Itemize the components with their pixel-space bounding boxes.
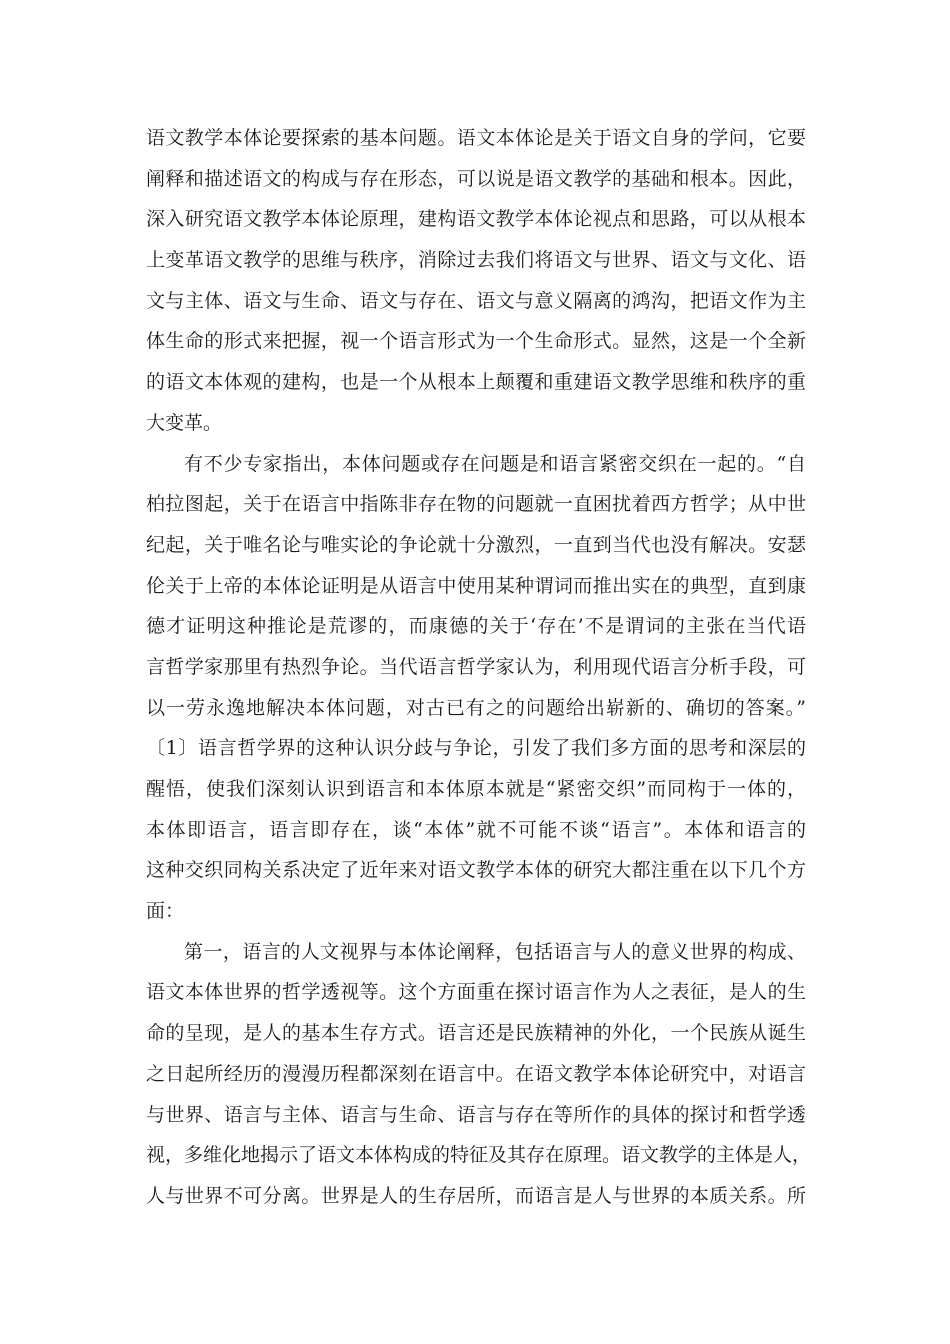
text-line: 面：	[146, 900, 185, 923]
text-line: 体生命的形式来把握，视一个语言形式为一个生命形式。显然，这是一个全新	[146, 330, 806, 353]
text-line: 醒悟，使我们深刻认识到语言和本体原本就是“紧密交织”而同构于一体的，	[146, 778, 806, 800]
body-text	[146, 118, 812, 1217]
text-line: 语文教学本体论要探索的基本问题。语文本体论是关于语文自身的学问，它要	[146, 127, 806, 149]
text-line: 人与世界不可分离。世界是人的生存居所，而语言是人与世界的本质关系。所	[146, 1184, 806, 1207]
text-line: 以一劳永逸地解决本体问题，对古已有之的问题给出崭新的、确切的答案。”	[146, 696, 806, 719]
text-line: 上变革语文教学的思维与秩序，消除过去我们将语文与世界、语文与文化、语	[146, 249, 806, 272]
text-line: 的语文本体观的建构，也是一个从根本上颠覆和重建语文教学思维和秩序的重	[146, 371, 806, 394]
text-line: 大变革。	[146, 411, 223, 434]
text-line: 本体即语言，语言即存在，谈“本体”就不可能不谈“语言”。本体和语言的	[146, 818, 806, 841]
text-line: 言哲学家那里有热烈争论。当代语言哲学家认为，利用现代语言分析手段，可	[146, 655, 806, 678]
text-line: 之日起所经历的漫漫历程都深刻在语言中。在语文教学本体论研究中，对语言	[146, 1062, 806, 1085]
text-line: 语文本体世界的哲学透视等。这个方面重在探讨语言作为人之表征，是人的生	[146, 981, 806, 1004]
text-line: 这种交织同构关系决定了近年来对语文教学本体的研究大都注重在以下几个方	[146, 859, 806, 882]
text-line: 有不少专家指出，本体问题或存在问题是和语言紧密交织在一起的。“自	[184, 452, 806, 475]
text-line: 〔1〕语言哲学界的这种认识分歧与争论，引发了我们多方面的思考和深层的	[146, 737, 806, 760]
text-line: 视，多维化地揭示了语文本体构成的特征及其存在原理。语文教学的主体是人，	[146, 1144, 812, 1167]
text-line: 命的呈现，是人的基本生存方式。语言还是民族精神的外化，一个民族从诞生	[146, 1022, 806, 1045]
text-line: 深入研究语文教学本体论原理，建构语文教学本体论视点和思路，可以从根本	[146, 208, 806, 231]
text-line: 文与主体、语文与生命、语文与存在、语文与意义隔离的鸿沟，把语文作为主	[146, 289, 806, 312]
text-line: 伦关于上帝的本体论证明是从语言中使用某种谓词而推出实在的典型，直到康	[146, 574, 806, 597]
text-line: 柏拉图起，关于在语言中指陈非存在物的问题就一直困扰着西方哲学；从中世	[146, 493, 806, 516]
text-line: 纪起，关于唯名论与唯实论的争论就十分激烈，一直到当代也没有解决。安瑟	[146, 533, 806, 556]
text-line: 德才证明这种推论是荒谬的，而康德的关于‘存在’不是谓词的主张在当代语	[146, 615, 806, 638]
text-line: 与世界、语言与主体、语言与生命、语言与存在等所作的具体的探讨和哲学透	[146, 1103, 806, 1126]
text-line: 阐释和描述语文的构成与存在形态，可以说是语文教学的基础和根本。因此，	[146, 167, 806, 190]
text-line: 第一，语言的人文视界与本体论阐释，包括语言与人的意义世界的构成、	[184, 940, 806, 963]
